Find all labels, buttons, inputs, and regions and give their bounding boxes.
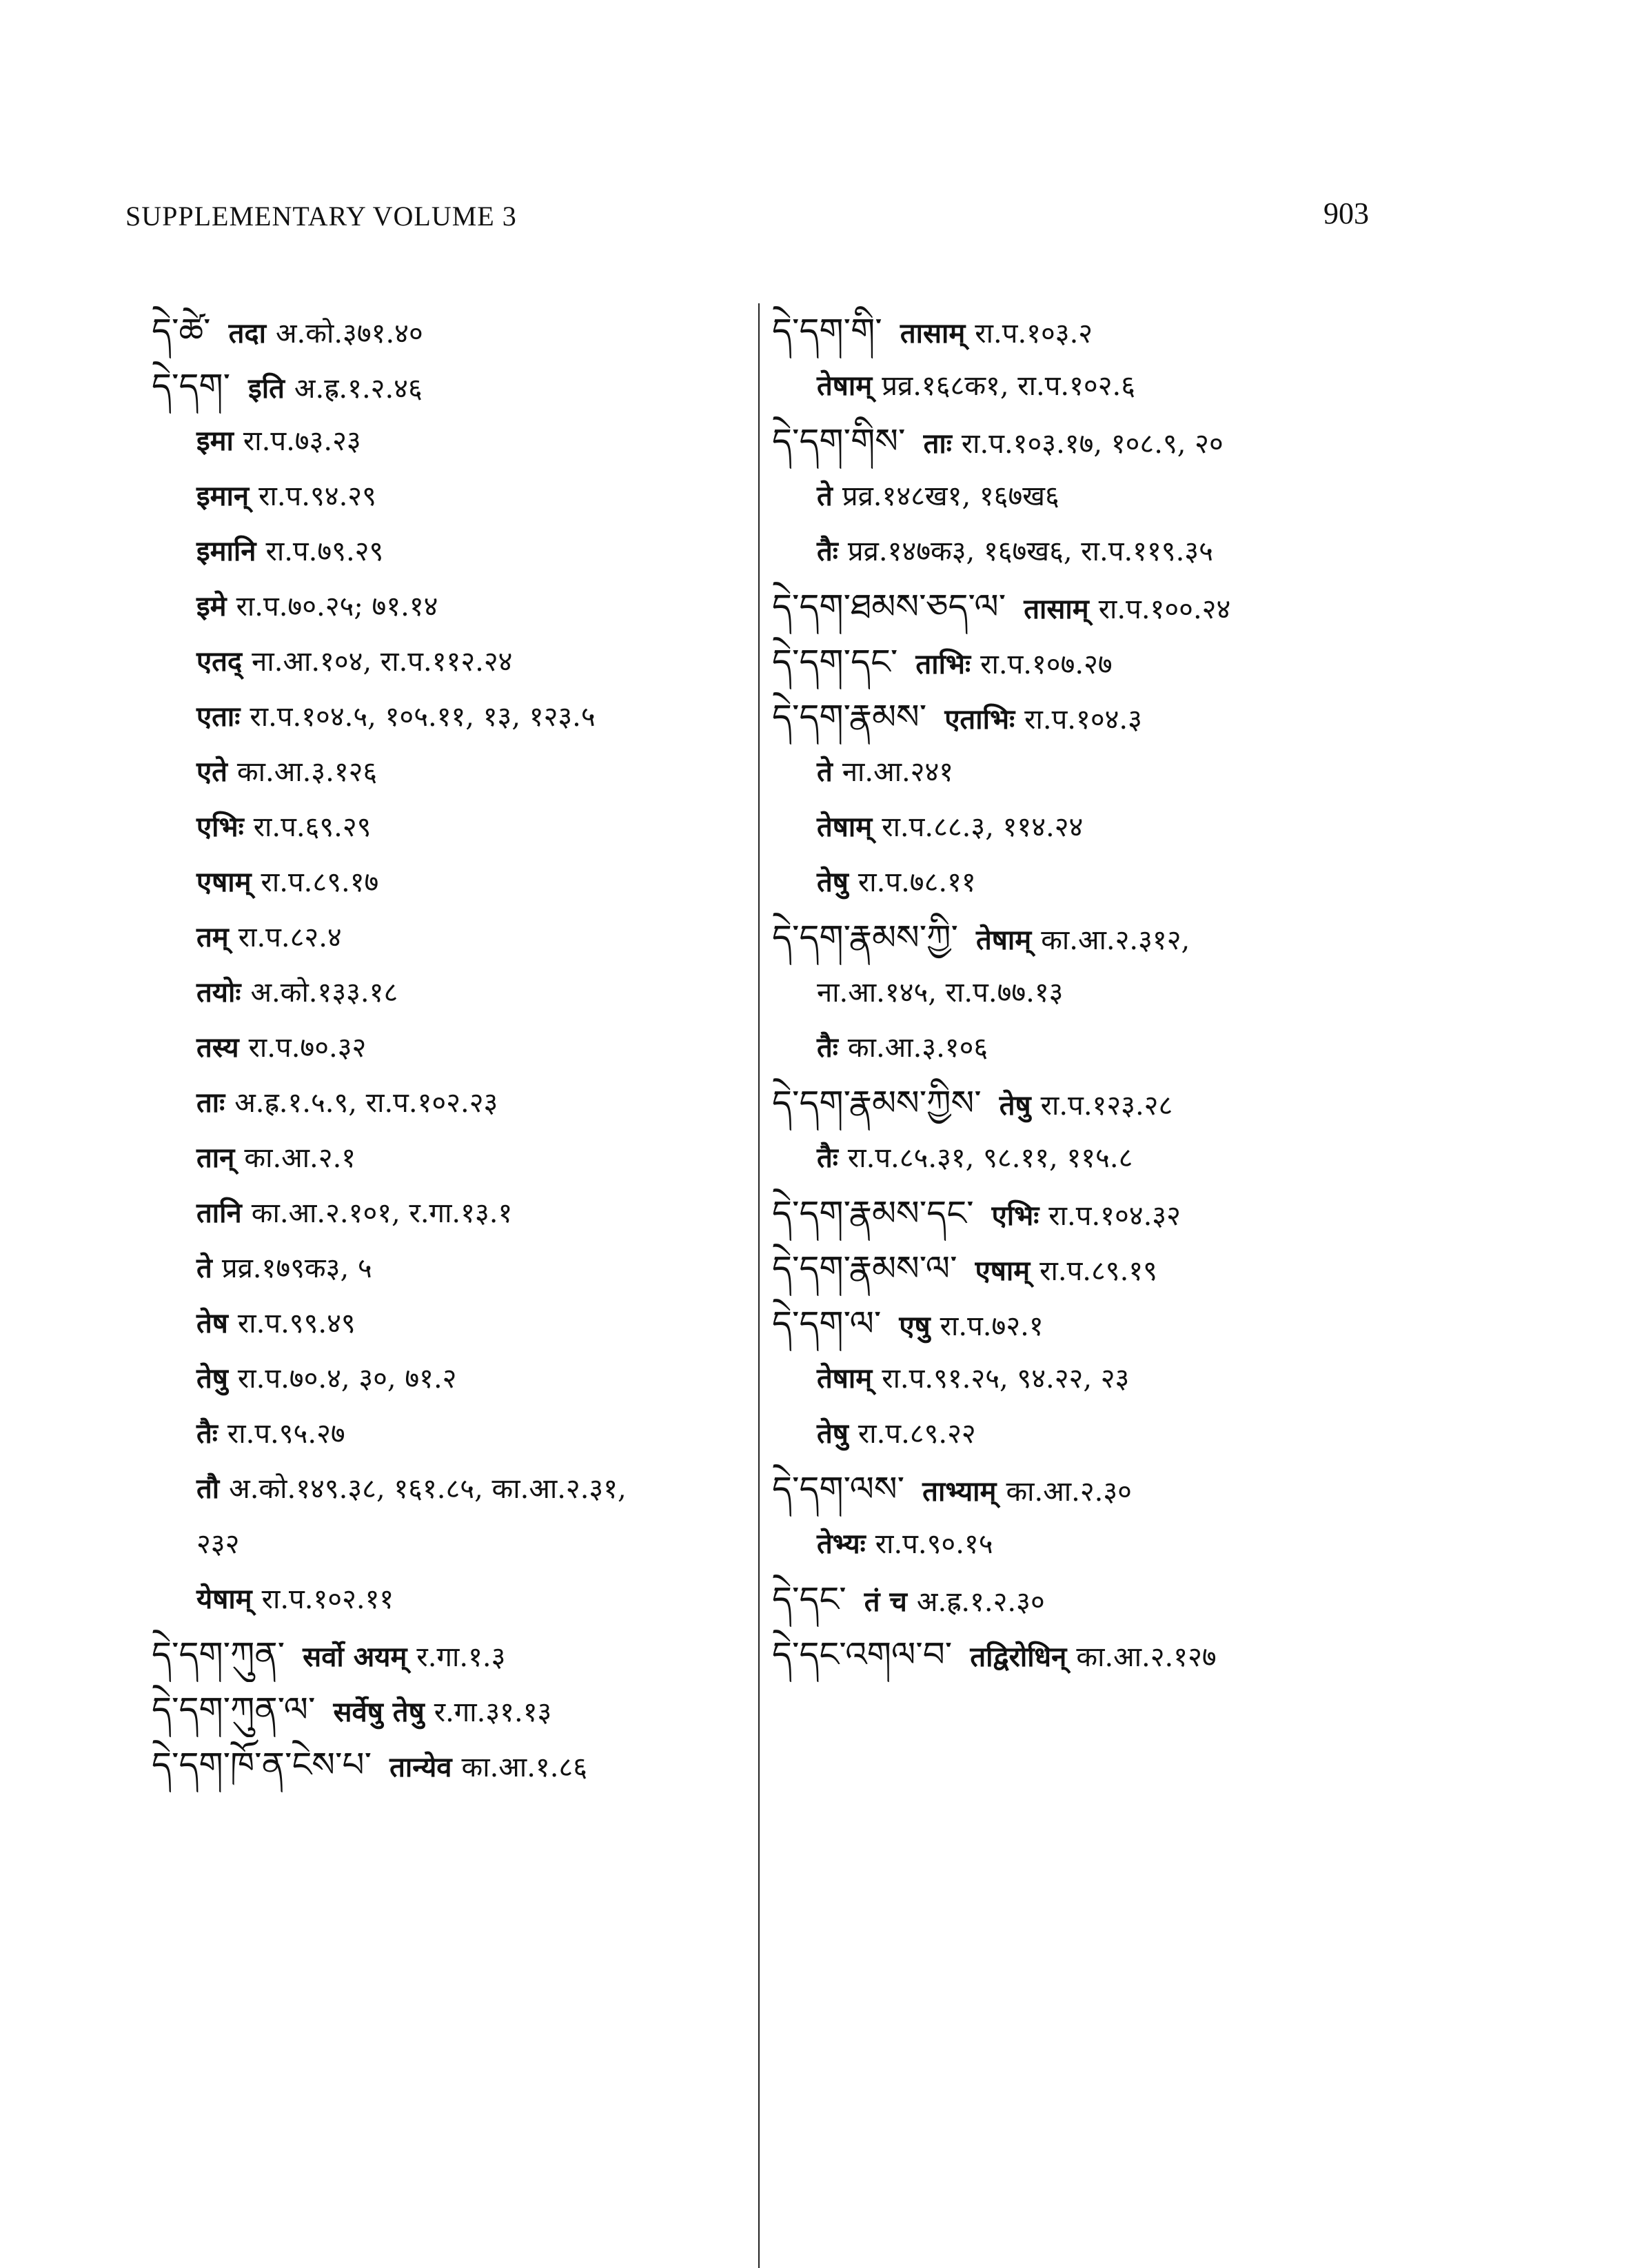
source-reference: प्रव्र.१७९क३, ५ bbox=[221, 1253, 372, 1284]
dictionary-entry bbox=[772, 524, 1461, 579]
dictionary-entry bbox=[772, 800, 1461, 855]
running-title: SUPPLEMENTARY VOLUME 3 bbox=[125, 201, 517, 232]
dictionary-entry bbox=[772, 358, 1461, 414]
source-reference: रा.प.१०३.१७, १०८.९, २० bbox=[961, 428, 1224, 460]
dictionary-entry bbox=[152, 1517, 758, 1572]
sanskrit-equivalent: तेषाम् bbox=[817, 811, 873, 843]
dictionary-entry bbox=[772, 689, 1461, 745]
dictionary-entry bbox=[772, 414, 1461, 469]
source-reference: रा.प.१००.२४ bbox=[1098, 594, 1231, 625]
tibetan-headword: དེ་དག་རྣམས་ bbox=[772, 697, 927, 737]
source-reference: प्रव्र.१४७क३, १६७ख६, रा.प.११९.३५ bbox=[847, 536, 1213, 567]
dictionary-entry bbox=[152, 965, 758, 1020]
right-column bbox=[772, 303, 1461, 1682]
dictionary-entry bbox=[152, 1406, 758, 1461]
dictionary-entry bbox=[152, 414, 758, 469]
source-reference: का.आ.२.१२७ bbox=[1076, 1641, 1217, 1673]
sanskrit-equivalent: तैः bbox=[817, 1031, 838, 1064]
sanskrit-equivalent: इमा bbox=[196, 425, 234, 457]
dictionary-entry bbox=[152, 1075, 758, 1131]
sanskrit-equivalent: तेष bbox=[196, 1307, 228, 1339]
dictionary-entry bbox=[772, 1627, 1461, 1682]
source-reference: र.गा.३१.१३ bbox=[434, 1697, 552, 1728]
source-reference: रा.प.८५.३१, ९८.११, ११५.८ bbox=[847, 1142, 1133, 1174]
dictionary-entry bbox=[772, 745, 1461, 800]
dictionary-entry bbox=[772, 1131, 1461, 1186]
source-reference: रा.प.९१.२५, ९४.२२, २३ bbox=[882, 1363, 1130, 1395]
dictionary-entry bbox=[772, 1296, 1461, 1351]
sanskrit-equivalent: इमानि bbox=[196, 535, 256, 567]
tibetan-headword: དེ་དག་གིས་ bbox=[772, 421, 906, 461]
source-reference: रा.प.९०.१५ bbox=[875, 1528, 993, 1560]
sanskrit-equivalent: तेषु bbox=[817, 866, 849, 898]
tibetan-headword: དེ་དག་རྣམས་ལ་ bbox=[772, 1248, 957, 1288]
source-reference: रा.प.१०३.२ bbox=[975, 318, 1093, 350]
source-reference: ना.आ.१४५, रा.प.७७.१३ bbox=[817, 977, 1064, 1009]
dictionary-entry bbox=[152, 1737, 758, 1792]
dictionary-entry bbox=[152, 1351, 758, 1406]
dictionary-entry bbox=[152, 1682, 758, 1737]
sanskrit-equivalent: तानि bbox=[196, 1197, 242, 1229]
sanskrit-equivalent: तं च bbox=[864, 1586, 907, 1618]
source-reference: र.गा.१.३ bbox=[416, 1641, 506, 1673]
dictionary-entry bbox=[772, 910, 1461, 965]
source-reference: का.आ.१.८६ bbox=[461, 1752, 588, 1783]
source-reference: अ.ह्र.१.५.९, रा.प.१०२.२३ bbox=[234, 1087, 498, 1119]
source-reference: प्रव्र.१६८क१, रा.प.१०२.६ bbox=[882, 370, 1136, 402]
sanskrit-equivalent: ताभ्याम् bbox=[922, 1475, 997, 1508]
source-reference: ना.आ.२४१ bbox=[842, 756, 954, 788]
sanskrit-equivalent: तेषाम् bbox=[817, 369, 873, 402]
source-reference: रा.प.८८.३, ११४.२४ bbox=[882, 811, 1084, 843]
sanskrit-equivalent: तान्येव bbox=[389, 1751, 452, 1783]
source-reference: रा.प.१०४.३२ bbox=[1048, 1200, 1181, 1232]
sanskrit-equivalent: ताभिः bbox=[915, 648, 971, 680]
dictionary-entry bbox=[152, 1020, 758, 1075]
dictionary-entry bbox=[772, 1406, 1461, 1461]
tibetan-headword: དེ་དག་རྣམས་ཀྱི་ bbox=[772, 918, 958, 958]
sanskrit-equivalent: ते bbox=[817, 756, 833, 788]
dictionary-entry bbox=[152, 358, 758, 414]
sanskrit-equivalent: एभिः bbox=[991, 1199, 1039, 1232]
source-reference: रा.प.८९.१७ bbox=[261, 867, 379, 898]
sanskrit-equivalent: तस्य bbox=[196, 1031, 239, 1064]
dictionary-entry bbox=[772, 1075, 1461, 1131]
left-column bbox=[152, 303, 758, 1792]
source-reference: अ.को.३७१.४० bbox=[275, 318, 423, 350]
sanskrit-equivalent: सर्वो अयम् bbox=[303, 1641, 407, 1673]
source-reference: का.आ.३.१२६ bbox=[236, 756, 378, 788]
sanskrit-equivalent: एषाम् bbox=[196, 866, 252, 898]
sanskrit-equivalent: एताः bbox=[196, 700, 241, 733]
dictionary-entry bbox=[772, 469, 1461, 524]
sanskrit-equivalent: सर्वेषु तेषु bbox=[333, 1696, 425, 1728]
source-reference: अ.ह्र.१.२.४६ bbox=[294, 373, 423, 405]
sanskrit-equivalent: तौ bbox=[196, 1472, 220, 1505]
source-reference: का.आ.३.१०६ bbox=[847, 1032, 988, 1064]
source-reference: रा.प.१२३.२८ bbox=[1040, 1090, 1173, 1122]
source-reference: रा.प.८२.४ bbox=[238, 922, 342, 953]
source-reference: ना.आ.१०४, रा.प.११२.२४ bbox=[252, 646, 513, 678]
source-reference: रा.प.७०.२५; ७१.१४ bbox=[236, 591, 438, 622]
sanskrit-equivalent: तैः bbox=[817, 1142, 838, 1174]
sanskrit-equivalent: ताः bbox=[923, 427, 952, 460]
source-reference: अ.को.१४९.३८, १६१.८५, का.आ.२.३१, bbox=[229, 1473, 627, 1505]
source-reference: रा.प.१०४.५, १०५.११, १३, १२३.५ bbox=[250, 701, 596, 733]
source-reference: २३२ bbox=[196, 1528, 240, 1560]
sanskrit-equivalent: तासाम् bbox=[900, 317, 966, 350]
dictionary-entry bbox=[152, 469, 758, 524]
tibetan-headword: དེ་དག་གི་ bbox=[772, 311, 882, 351]
tibetan-headword: དེ་དག་ལ་ bbox=[772, 1304, 882, 1344]
source-reference: का.आ.२.३१२, bbox=[1041, 924, 1190, 956]
dictionary-entry bbox=[772, 1186, 1461, 1241]
sanskrit-equivalent: तैः bbox=[196, 1417, 218, 1450]
dictionary-entry bbox=[152, 1627, 758, 1682]
tibetan-headword: དེ་དག་ཁོ་ན་ངེས་པ་ bbox=[152, 1745, 372, 1785]
sanskrit-equivalent: तासाम् bbox=[1024, 593, 1089, 625]
dictionary-entry bbox=[152, 689, 758, 745]
dictionary-entry bbox=[152, 1241, 758, 1296]
tibetan-headword: དེ་དག་ཐམས་ཅད་ལ་ bbox=[772, 587, 1006, 627]
sanskrit-equivalent: इमान् bbox=[196, 480, 250, 512]
source-reference: का.आ.२.१०१, र.गा.१३.१ bbox=[251, 1197, 513, 1229]
dictionary-entry bbox=[772, 579, 1461, 634]
dictionary-entry bbox=[772, 634, 1461, 689]
sanskrit-equivalent: तयोः bbox=[196, 976, 241, 1009]
sanskrit-equivalent: इमे bbox=[196, 590, 227, 622]
sanskrit-equivalent: तदा bbox=[228, 317, 266, 350]
source-reference: अ.ह्र.१.२.३० bbox=[916, 1586, 1045, 1618]
tibetan-headword: དེ་དག་ bbox=[152, 366, 231, 406]
sanskrit-equivalent: तेषु bbox=[817, 1417, 849, 1450]
source-reference: रा.प.६९.२९ bbox=[253, 811, 372, 843]
tibetan-headword: དེ་དང་འགལ་བ་ bbox=[772, 1634, 953, 1674]
sanskrit-equivalent: एतद् bbox=[196, 645, 243, 678]
source-reference: रा.प.७०.३२ bbox=[248, 1032, 367, 1064]
dictionary-entry bbox=[772, 303, 1461, 358]
sanskrit-equivalent: येषाम् bbox=[196, 1583, 252, 1615]
source-reference: रा.प.७३.२३ bbox=[243, 425, 361, 457]
sanskrit-equivalent: तैः bbox=[817, 535, 838, 567]
sanskrit-equivalent: तम् bbox=[196, 921, 229, 953]
sanskrit-equivalent: एषु bbox=[899, 1310, 931, 1342]
tibetan-headword: དེ་དག་དང་ bbox=[772, 642, 898, 682]
source-reference: रा.प.७०.४, ३०, ७१.२ bbox=[237, 1363, 457, 1395]
source-reference: रा.प.१०७.२७ bbox=[980, 649, 1113, 680]
page-number: 903 bbox=[1323, 196, 1369, 230]
dictionary-entry bbox=[772, 965, 1461, 1020]
sanskrit-equivalent: ते bbox=[196, 1252, 212, 1284]
dictionary-entry bbox=[772, 855, 1461, 910]
sanskrit-equivalent: तद्विरोधिन् bbox=[970, 1641, 1067, 1673]
sanskrit-equivalent: एभिः bbox=[196, 811, 244, 843]
dictionary-entry bbox=[152, 910, 758, 965]
source-reference: का.आ.२.३० bbox=[1006, 1476, 1132, 1508]
source-reference: रा.प.१०२.११ bbox=[261, 1583, 394, 1615]
sanskrit-equivalent: तेषाम् bbox=[817, 1362, 873, 1395]
sanskrit-equivalent: तान् bbox=[196, 1142, 235, 1174]
tibetan-headword: དེ་དག་རྣམས་དང་ bbox=[772, 1193, 974, 1233]
sanskrit-equivalent: ते bbox=[817, 480, 833, 512]
sanskrit-equivalent: तेषु bbox=[196, 1362, 228, 1395]
dictionary-entry bbox=[152, 1186, 758, 1241]
tibetan-headword: དེ་དག་ཀུན་ལ་ bbox=[152, 1690, 316, 1730]
dictionary-entry bbox=[152, 1131, 758, 1186]
dictionary-entry bbox=[772, 1572, 1461, 1627]
dictionary-entry bbox=[152, 745, 758, 800]
source-reference: रा.प.९९.४९ bbox=[237, 1308, 356, 1339]
dictionary-entry bbox=[772, 1020, 1461, 1075]
dictionary-entry bbox=[772, 1351, 1461, 1406]
tibetan-headword: དེ་དག་ལས་ bbox=[772, 1469, 905, 1509]
source-reference: प्रव्र.१४८ख१, १६७ख६ bbox=[842, 480, 1059, 512]
source-reference: का.आ.२.१ bbox=[244, 1142, 356, 1174]
source-reference: रा.प.१०४.३ bbox=[1024, 704, 1142, 736]
sanskrit-equivalent: एते bbox=[196, 756, 227, 788]
dictionary-entry bbox=[772, 1461, 1461, 1517]
dictionary-entry bbox=[772, 1517, 1461, 1572]
sanskrit-equivalent: एताभिः bbox=[944, 703, 1015, 736]
source-reference: अ.को.१३३.१८ bbox=[250, 977, 398, 1009]
dictionary-entry bbox=[152, 579, 758, 634]
column-divider bbox=[758, 303, 760, 2268]
dictionary-entry bbox=[152, 1296, 758, 1351]
source-reference: रा.प.८९.२२ bbox=[857, 1418, 976, 1450]
tibetan-headword: དེ་དང་ bbox=[772, 1579, 846, 1619]
dictionary-entry bbox=[152, 1461, 758, 1517]
sanskrit-equivalent: ताः bbox=[196, 1086, 225, 1119]
tibetan-headword: དེ་དག་རྣམས་ཀྱིས་ bbox=[772, 1083, 982, 1123]
tibetan-headword: དེ་ཚེ་ bbox=[152, 311, 211, 351]
dictionary-entry bbox=[152, 800, 758, 855]
sanskrit-equivalent: तेभ्यः bbox=[817, 1528, 866, 1560]
source-reference: रा.प.७९.२९ bbox=[265, 536, 384, 567]
sanskrit-equivalent: एषाम् bbox=[975, 1255, 1031, 1287]
source-reference: रा.प.७२.१ bbox=[940, 1310, 1044, 1342]
source-reference: रा.प.८९.१९ bbox=[1039, 1255, 1157, 1287]
dictionary-entry bbox=[152, 1572, 758, 1627]
source-reference: रा.प.७८.११ bbox=[857, 867, 976, 898]
source-reference: रा.प.९५.२७ bbox=[227, 1418, 345, 1450]
dictionary-entry bbox=[152, 303, 758, 358]
sanskrit-equivalent: तेषाम् bbox=[976, 924, 1032, 956]
dictionary-entry bbox=[772, 1241, 1461, 1296]
dictionary-entry bbox=[152, 634, 758, 689]
dictionary-entry bbox=[152, 524, 758, 579]
sanskrit-equivalent: इति bbox=[248, 372, 285, 405]
dictionary-entry bbox=[152, 855, 758, 910]
tibetan-headword: དེ་དག་ཀུན་ bbox=[152, 1634, 285, 1674]
sanskrit-equivalent: तेषु bbox=[999, 1089, 1031, 1122]
source-reference: रा.प.९४.२९ bbox=[258, 480, 376, 512]
